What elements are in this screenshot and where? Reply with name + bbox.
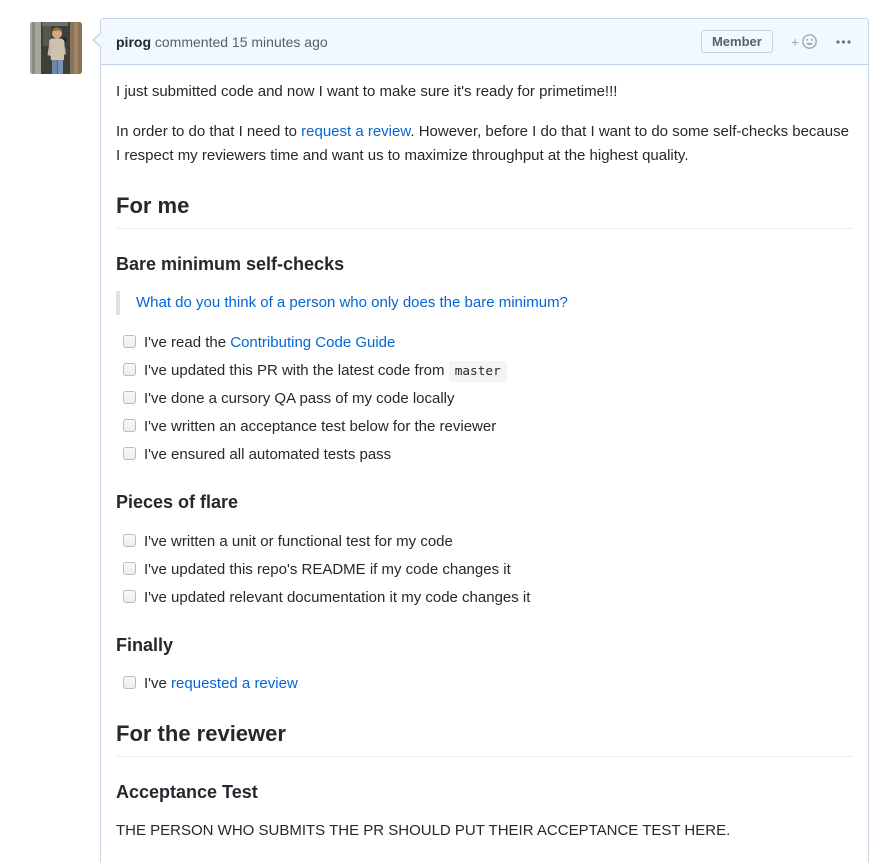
task-text: I've written a unit or functional test for my code (144, 532, 453, 550)
requested-review-link[interactable]: requested a review (171, 675, 298, 692)
heading-pieces-of-flare: Pieces of flare (116, 492, 239, 512)
task-text: I've updated this repo's README if my code changes it (144, 560, 511, 578)
comment-bubble (100, 18, 869, 862)
request-review-link[interactable]: request a review (301, 123, 411, 140)
comment-header (101, 19, 868, 65)
comment-header-actions (701, 30, 853, 53)
paragraph-intro: I just submitted code and now I want to make sure it's ready for primetime!!! (116, 83, 618, 100)
task-item (123, 530, 853, 554)
author-link[interactable]: pirog (116, 33, 151, 50)
task-item (123, 672, 853, 696)
task-checkbox[interactable] (123, 447, 136, 460)
user-avatar-photo (30, 22, 82, 74)
heading-for-me: For me (116, 192, 853, 229)
task-text: I've written an acceptance test below for the reviewer (144, 418, 497, 435)
comment-body (101, 65, 868, 862)
task-checkbox[interactable] (123, 419, 136, 432)
task-text: I've ensured all automated tests pass (144, 446, 392, 463)
timestamp-text[interactable]: commented 15 minutes ago (151, 33, 328, 50)
task-item (123, 387, 853, 411)
member-badge: Member (701, 30, 773, 53)
task-item (123, 331, 853, 355)
task-checkbox[interactable] (123, 335, 136, 348)
task-item (123, 415, 853, 439)
task-list-bare-minimum (116, 331, 853, 467)
task-item (123, 359, 853, 383)
task-text: I've done a cursory QA pass of my code locally (144, 390, 455, 407)
task-item (123, 443, 853, 467)
paragraph-review-post: . However, before I do that I want to do some self-checks because I respect my reviewers time and want us to maximize throughput at the highest quality. (116, 123, 849, 164)
task-text: I've read the (144, 334, 231, 351)
heading-for-reviewer: For the reviewer (116, 720, 853, 757)
task-checkbox[interactable] (123, 534, 136, 547)
kebab-horizontal-icon (836, 40, 851, 44)
smiley-icon (801, 33, 818, 50)
task-item (123, 558, 853, 582)
task-item (123, 586, 853, 610)
comment-byline (116, 34, 328, 50)
task-text: I've updated relevant documentation it my code changes it (144, 588, 531, 606)
task-text: I've (144, 675, 172, 692)
bubble-caret-fill (94, 32, 103, 48)
contributing-guide-link[interactable]: Contributing Code Guide (230, 334, 396, 351)
task-checkbox[interactable] (123, 363, 136, 376)
heading-finally: Finally (116, 634, 174, 655)
add-reaction-button[interactable] (791, 33, 818, 50)
heading-acceptance-test: Acceptance Test (116, 781, 258, 802)
avatar[interactable] (30, 22, 82, 74)
task-checkbox[interactable] (123, 590, 136, 603)
bare-minimum-quote-link[interactable]: What do you think of a person who only does the bare minimum? (136, 294, 568, 311)
paragraph-review-pre: In order to do that I need to (116, 123, 302, 140)
task-checkbox[interactable] (123, 676, 136, 689)
task-text: I've updated this PR with the latest code from (144, 362, 449, 379)
task-list-flare (116, 530, 853, 610)
kebab-menu-button[interactable] (834, 40, 853, 44)
task-list-finally (116, 672, 853, 696)
plus-icon: + (790, 33, 799, 50)
code-span-master: master (449, 361, 507, 382)
task-checkbox[interactable] (123, 391, 136, 404)
blockquote-bare-minimum (116, 291, 853, 315)
acceptance-test-note: THE PERSON WHO SUBMITS THE PR SHOULD PUT THEIR ACCEPTANCE TEST HERE. (116, 822, 731, 839)
paragraph-review (116, 120, 853, 168)
task-checkbox[interactable] (123, 562, 136, 575)
heading-bare-minimum: Bare minimum self-checks (116, 253, 345, 274)
